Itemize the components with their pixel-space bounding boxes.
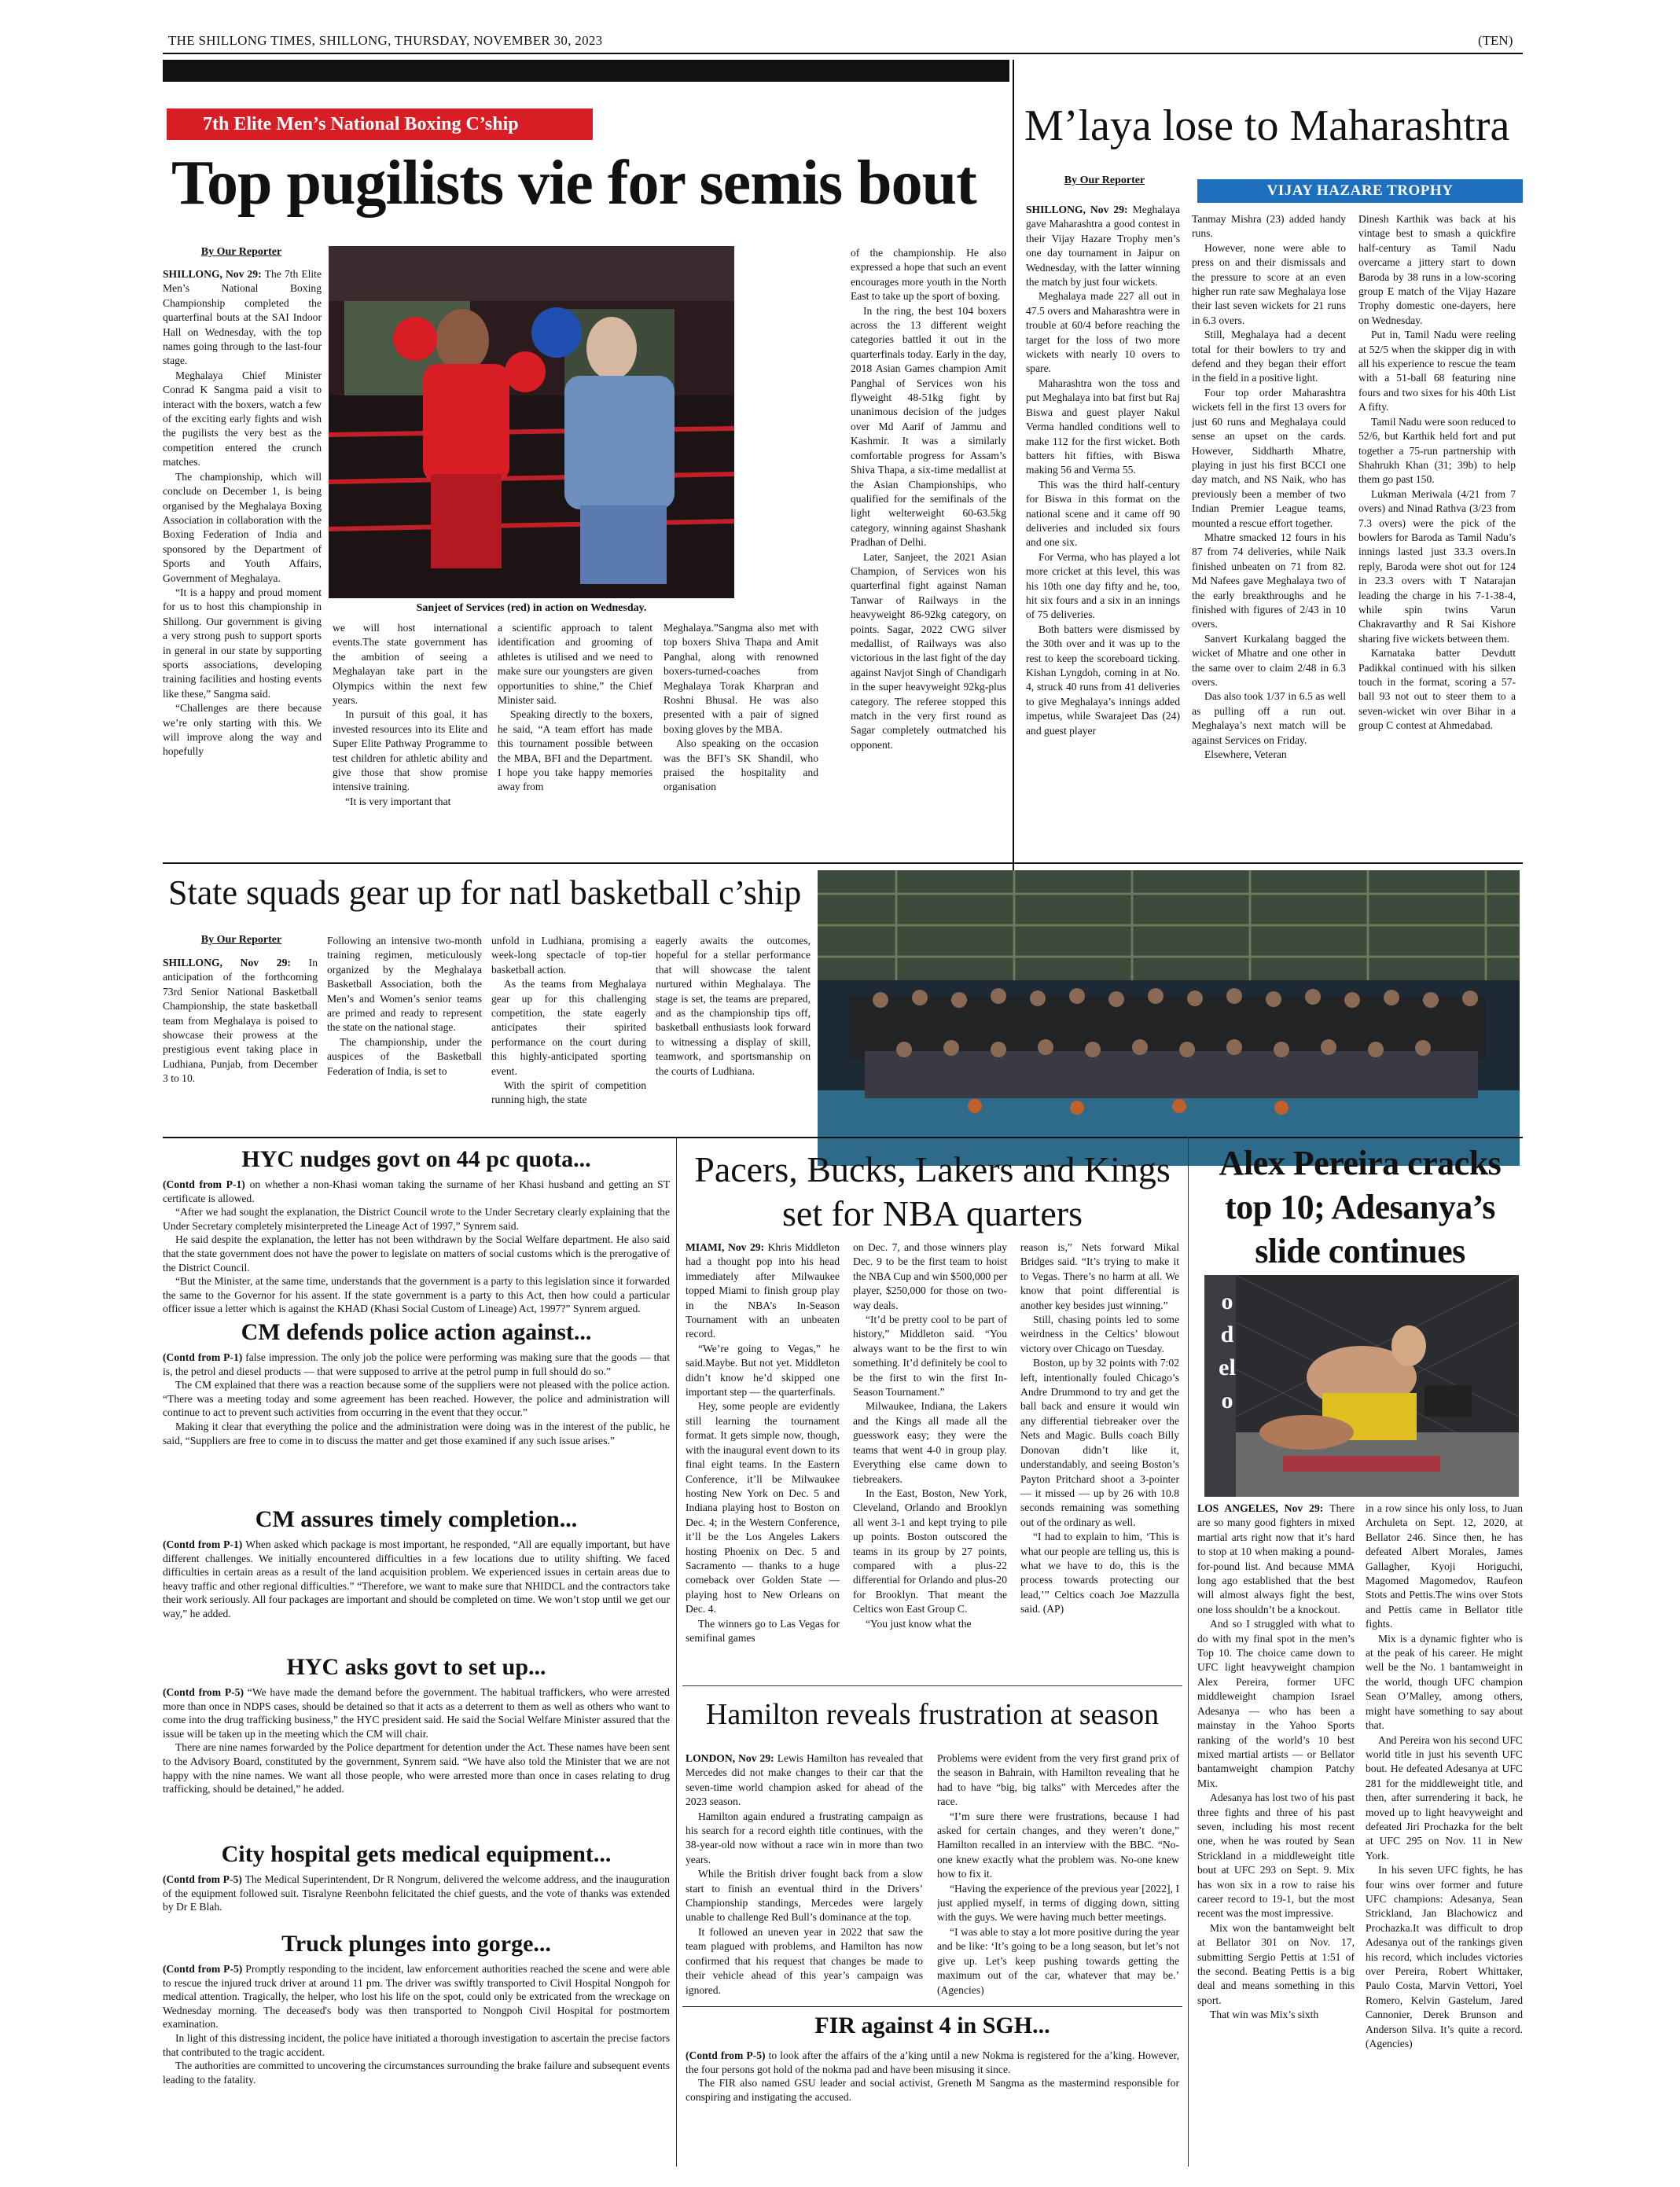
paragraph: In his seven UFC fights, he has four wins over former and future UFC champions: Adesanya, Sean Strickland, Jan Blachowicz and Prochazka.It was difficult to drop Adesanya out of the rankings given his record, which includes victories over Pereira, Robert Whittaker, Paulo Costa, Marvin Vettori, Yoel Romero, Kelvin Gastelum, Jared Cannonier, Derek Brunson and Anderson Silva. It’s quite a record. (Agencies) (1366, 1864, 1523, 2050)
brief-headline-cm-police: CM defends police action against... (241, 1319, 592, 1345)
paragraph: unfold in Ludhiana, promising a week-long spectacle of top-tier basketball action. (491, 935, 646, 976)
paragraph: “It is a happy and proud moment for us to host this championship in Shillong. Our government is giving a very strong push to support sports in general in our state by supporting sports associations, developing training facilities and hosting events like these,” Sangma said. (163, 586, 322, 700)
paragraph (163, 1873, 670, 1914)
paragraph: “It is very important that (345, 795, 451, 807)
paragraph: “You just know what the (866, 1617, 972, 1630)
paragraph-text: In anticipation of the forthcoming 73rd Senior National Basketball Championship, the state basketball team from Meghalaya is poised to showcase their prowess at the prestigious event taking place in Ludhiana, Punjab, from December 3 to 10. (163, 957, 318, 1085)
nba-col1 (686, 1241, 840, 1678)
paragraph: The championship, under the auspices of the Basketball Federation of India, is set to (327, 1035, 482, 1077)
brief-body-hyc-setup (163, 1685, 670, 1840)
dateline: (Contd from P-1) (163, 1351, 246, 1363)
nba-col2 (853, 1241, 1007, 1678)
paragraph: Tamil Nadu were soon reduced to 52/6, but Karthik held fort and put together a 75-run partnership with Shahrukh Khan (31; 39b) to help them go past 150. (1358, 415, 1516, 486)
paragraph (686, 1751, 923, 1810)
basketball-byline: By Our Reporter (200, 934, 282, 946)
boxing-kicker-text: 7th Elite Men’s National Boxing C’ship (203, 114, 519, 134)
masthead-right: (TEN) (1478, 33, 1513, 48)
paragraph: However, none were able to press on and their dismissals and the pressure to score at an even higher run rate saw Meghalaya lose their last seven wickets for 21 runs in 6.3 overs. (1192, 241, 1346, 326)
paragraph: While the British driver fought back from a slow start to finish an eventual third in the Drivers’ Championship standings, Mercedes were largely unable to challenge Red Bull’s dominance at the top. (686, 1868, 923, 1924)
paragraph: Milwaukee, Indiana, the Lakers and the Kings all made all the guesswork easy; they were the teams that went 4-0 in group play. Everything else came down to tiebreakers. (853, 1400, 1007, 1485)
paragraph: Sanvert Kurkalang bagged the wicket of Mhatre and one other in the same over to claim 2/48 in 6.3 overs. (1192, 632, 1346, 688)
paragraph (163, 1351, 670, 1378)
basketball-col4 (656, 934, 811, 1160)
basketball-col2 (327, 934, 482, 1160)
brief-body-hospital (163, 1873, 670, 1928)
paragraph: This was the third half-century for Biswa in this format on the national scene and it came off 90 deliveries and included six fours and one six. (1026, 478, 1180, 549)
paragraph: The CM explained that there was a reaction because some of the suppliers were not pleased with the police action. “There was a meeting today and some agreement has been reached. However, the police and administration will continue to act to prevent such activities from occurring in the event that they occur.” (163, 1379, 670, 1419)
ufc-col2 (1366, 1501, 1523, 2167)
paragraph-text: Khris Middleton had a thought pop into his head immediately after Milwaukee topped Miami to finish group play in the NBA’s In-Season Tournament with an unbeaten record. (686, 1241, 840, 1340)
dateline: MIAMI, Nov 29: (686, 1241, 768, 1253)
paragraph: Das also took 1/37 in 6.5 as well as pulling off a run out. Meghalaya’s next match will be against Services on Friday. (1192, 690, 1346, 746)
basketball-col3 (491, 934, 646, 1160)
paragraph (1197, 1501, 1355, 1617)
paragraph: Dinesh Karthik was back at his vintage best to smash a quickfire half-century as Tamil Nadu overcame a jittery start to down Baroda by 38 runs in a low-scoring group E match of the Vijay Hazare Trophy domestic one-dayers, here on Wednesday. (1358, 213, 1516, 326)
paragraph-text: Promptly responding to the incident, law enforcement authorities reached the scene and were able to rescue the injured truck driver at around 11 pm. The driver was swiftly transported to Civil Hospital Nongpoh for medical attention. Tragically, the helper, who lost his life on the spot, could only be extricated from the wreckage on Wednesday morning. The deceased's body was then transported to Nongpoh Civil Hospital for postmortem examination. (163, 1963, 670, 2031)
paragraph: Maharashtra won the toss and put Meghalaya into bat first but Raj Biswa and guest player Nakul Verma handled conditions well to make 112 for the first wicket. Both batters hit fifties, with Biswa making 56 and Verma 55. (1026, 377, 1180, 476)
boxing-col5 (851, 246, 1006, 852)
cricket-col1 (1026, 203, 1180, 852)
paragraph: That win was Mix’s sixth (1210, 2009, 1319, 2021)
paragraph: Put in, Tamil Nadu were reeling at 52/5 when the skipper dig in with all his experience to rescue the team with a 51-ball 68 featuring nine fours and two sixes for his 40th List A fifty. (1358, 329, 1516, 414)
paragraph: Meghalaya Chief Minister Conrad K Sangma paid a visit to interact with the boxers, watch a few of the exciting early fights and wish the pugilists the very best as the competition entered the crunch matches. (163, 369, 322, 469)
paragraph-text: Lewis Hamilton has revealed that Mercedes did not make changes to their car that the seven-time world champion asked for ahead of the 2023 season. (686, 1752, 923, 1808)
paragraph: And so I struggled with what to do with my final spot in the men’s Top 10. The choice came down to UFC light heavyweight champion Alex Pereira, former UFC middleweight champion Israel Adesanya — who has been a mainstay in the Yahoo Sports ranking of the world’s 10 best mixed martial artists — or Bellator bantamweight champion Patchy Mix. (1197, 1618, 1355, 1789)
paragraph: Elsewhere, Veteran (1204, 748, 1287, 761)
paragraph: Later, Sanjeet, the 2021 Asian Champion, of Services won his quarterfinal fight against Naman Tanwar of Railways in the heavyweight 86-92kg category, on points. Sagar, 2022 CWG silver medallist, of Railways was also victorious in the last fight of the day against Navjot Singh of Chandigarh in the super heavyweight 92kg-plus category. The referee stopped this match in the very first round as Sagar completely outmatched his opponent. (851, 550, 1006, 751)
paragraph-text: on whether a non-Khasi woman taking the surname of her Khasi husband and getting an ST certificate is allowed. (163, 1178, 670, 1204)
boxing-kicker (167, 108, 593, 140)
paragraph-text: false impression. The only job the police were performing was making sure that the goods — that is, the petrol and diesel products — that were supposed to arrive at the petrol pump in full should do so.” (163, 1351, 670, 1377)
masthead-left: THE SHILLONG TIMES, SHILLONG, THURSDAY, NOVEMBER 30, 2023 (168, 33, 603, 48)
ufc-photo (1204, 1275, 1519, 1497)
boxing-photo-image (329, 246, 734, 598)
paragraph: For Verma, who has played a lot more cricket at this level, this was his 10th one day fifty and he, too, hit six fours and a six in an innings of 75 deliveries. (1026, 550, 1180, 621)
dateline: (Contd from P-5) (686, 2049, 769, 2061)
paragraph (686, 2049, 1179, 2076)
paragraph: And Pereira won his second UFC world title in just his seventh UFC bout. He defeated Adesanya at UFC 281 for the middleweight title, and then, after surrendering it back, he moved up to light heavyweight and defeated Jiri Prochazka for the belt at UFC 295 on Nov. 11 in New York. (1366, 1733, 1523, 1862)
paragraph: Boston, up by 32 points with 7:02 left, intentionally fouled Chicago’s Andre Drummond to try and get the ball back and ensure it would win any differential tiebreaker over the Nets and Magic. Bulls coach Billy Donovan didn’t like it, understandably, and seeing Boston’s Payton Pritchard shoot a 3-pointer — it missed — up by 26 with 10.8 seconds remaining was something out of the ordinary as well. (1020, 1357, 1179, 1528)
dateline: SHILLONG, Nov 29: (163, 268, 265, 280)
paragraph: Lukman Meriwala (4/21 from 7 overs) and Ninad Rathva (3/23 from 7.3 overs) were the pick of the bowlers for Baroda as Tamil Nadu’s innings lasted just 33.3 overs.In reply, Baroda were shot out for 124 in 23.3 overs with T Natarajan leading the charge in his 7-1-38-4, while spin twins Varun Chakravarthy and R Sai Kishore sharing five wickets between them. (1358, 487, 1516, 645)
paragraph (163, 1178, 670, 1205)
paragraph: of the championship. He also expressed a hope that such an event encourages more youth in the North East to take up the sport of boxing. (851, 247, 1006, 303)
boxing-photo (329, 246, 734, 598)
paragraph (163, 267, 322, 369)
boxing-caption: Sanjeet of Services (red) in action on Wednesday. (416, 602, 647, 614)
dateline: SHILLONG, Nov 29: (163, 957, 309, 969)
divider-lower-left (676, 1137, 677, 2167)
brief-headline-hyc-quota: HYC nudges govt on 44 pc quota... (241, 1146, 591, 1172)
nba-headline: Pacers, Bucks, Lakers and Kings set for NBA quarters (694, 1149, 1171, 1233)
paragraph: “We’re going to Vegas,” he said.Maybe. But not yet. Middleton didn’t know he’d skipped one important step — the quarterfinals. (686, 1342, 840, 1399)
paragraph: Karnataka batter Devdutt Padikkal continued with his silken touch in the format, scoring a 57-ball 93 not out to steer them to a seven-wicket win over Bihar in a group C contest at Ahmedabad. (1358, 647, 1516, 732)
paragraph: Adesanya has lost two of his past three fights and three of his past seven, including his most recent one, when he was routed by Sean Strickland in a middleweight title bout at UFC 293 on Sept. 9. Mix has won six in a row to raise his career record to 19-1, but the most recent was the most impressive. (1197, 1792, 1355, 1920)
paragraph: “I had to explain to him, ‘This is what our people are telling us, this is what we have to do, this is the process towards protecting our lead,’” Celtics coach Joe Mazzulla said. (AP) (1020, 1531, 1179, 1615)
basketball-col1 (163, 956, 318, 1160)
paragraph: eagerly awaits the outcomes, hopeful for a stellar performance that will showcase the talent nurtured within Meghalaya. The stage is set, the teams are prepared, and as the championship tips off, basketball enthusiasts look forward to witnessing a display of skill, teamwork, and sportsmanship on the courts of Ludhiana. (656, 935, 811, 1077)
boxing-col1 (163, 267, 322, 852)
ufc-banner-text: odelo (1219, 1288, 1236, 1413)
paragraph (163, 1538, 670, 1621)
paragraph: In the ring, the best 104 boxers across the 13 different weight categories battled it out in the quarterfinals today. Early in the day, 2018 Asian Games champion Amit Panghal of Services won his flyweight 48-51kg fight by unanimous decision of the judges over Md Aarif of Jammu and Kashmir. It was a similarly comfortable progress for Assam’s Shiva Thapa, a six-time medallist at the Asian Championships, who qualified for the semifinals of the light welterweight 60-63.5kg category, winning against Shashank Pradhan of Delhi. (851, 304, 1006, 549)
paragraph (163, 1962, 670, 2031)
divider-top-center (1013, 60, 1014, 888)
paragraph: Both batters were dismissed by the 30th over and it was up to the rest to keep the scoreboard ticking. Kishan Lyngdoh, coming in at No. 4, struck 40 runs from 41 deliveries to give Meghalaya’s innings added impetus, while Swarajeet Das (24) and guest player (1026, 623, 1180, 737)
ufc-photo-image (1204, 1275, 1519, 1497)
brief-headline-hospital: City hospital gets medical equipment... (221, 1841, 612, 1867)
rule-above-basketball (163, 862, 1523, 864)
boxing-col2 (333, 621, 487, 852)
boxing-byline: By Our Reporter (200, 246, 282, 258)
fir-headline: FIR against 4 in SGH... (814, 2012, 1050, 2038)
paragraph: In light of this distressing incident, the police have initiated a thorough investigation to ascertain the precise factors that contributed to the tragic accident. (163, 2031, 670, 2058)
paragraph: The championship, which will conclude on December 1, is being organised by the Meghalaya Boxing Association in collaboration with the Boxing Federation of India and sponsored by the Department of Sports and Youth Affairs, Government of Meghalaya. (163, 470, 322, 584)
ufc-photo-banner (1215, 1285, 1239, 1474)
divider-lower-right (1188, 1137, 1189, 2167)
paragraph: Meghalaya.”Sangma also met with top boxers Shiva Thapa and Amit Panghal, along with renowned boxers-turned-coaches from Meghalaya Torak Kharpran and Roshni Bhusal. He was also presented with a pair of signed boxing gloves by the MBA. (664, 622, 818, 735)
dateline: LOS ANGELES, Nov 29: (1197, 1502, 1330, 1514)
paragraph: Speaking directly to the boxers, he said, “A team effort has made this tournament possible between the MBA, BFI and the Department. I hope you take happy memories away from (498, 708, 653, 793)
ufc-col1 (1197, 1501, 1355, 2167)
cricket-tag (1197, 179, 1523, 203)
dateline: (Contd from P-5) (163, 1873, 245, 1885)
paragraph (686, 1241, 840, 1342)
paragraph: Hey, some people are evidently still learning the tournament format. It gets simple now, though, with the inaugural event down to its final eight teams. In the Eastern Conference, it’ll be Milwaukee hosting New York on Dec. 5 and Indiana playing host to Boston on Dec. 4; in the Western Conference, it’ll be the Los Angeles Lakers hosting Phoenix on Dec. 5 and Sacramento — thanks to a huge comeback over Golden State — playing host to New Orleans on Dec. 4. (686, 1400, 840, 1615)
boxing-col4 (664, 621, 818, 852)
fir-body (686, 2049, 1179, 2167)
hamilton-col1 (686, 1751, 923, 2003)
paragraph: “But the Minister, at the same time, understands that the government is a party to this legislation since it forwarded the same to the Governor for his assent. If the state government is a party to this Act, then how could a particular officer issue a letter which is against the KHAD (Khasi Social Custom of Lineage) Act, 1997?” Synrem argued. (163, 1275, 670, 1315)
paragraph: Hamilton again endured a frustrating campaign as his search for a record eighth title continues, with the 38-year-old now without a race win in more than two years. (686, 1810, 923, 1865)
brief-body-cm-police (163, 1351, 670, 1503)
paragraph: “After we had sought the explanation, the District Council wrote to the Under Secretary clearly explaining that the Under Secretary completely misinterpreted the Lineage Act of 1997,” Synrem said. (163, 1206, 670, 1232)
cricket-col2 (1192, 212, 1346, 852)
paragraph: Still, Meghalaya had a decent total for their bowlers to try and defend and they began their effort in the field in a positive light. (1192, 329, 1346, 384)
dateline: SHILLONG, Nov 29: (1026, 204, 1133, 215)
dateline: (Contd from P-1) (163, 1538, 246, 1550)
paragraph: “It’d be pretty cool to be part of history,” Middleton said. “You always want to be the first to win something. It’d definitely be cool to be the first to win the first In-Season Tournament.” (853, 1314, 1007, 1399)
paragraph: The winners go to Las Vegas for semifinal games (686, 1617, 840, 1644)
cricket-byline: By Our Reporter (1064, 175, 1145, 186)
paragraph: Four top order Maharashtra wickets fell in the first 13 overs for just 60 runs and Meghalaya could sense an upset on the cards. However, Siddharth Mhatre, playing in just his first BCCI one day match, and NS Naik, who has previously been a member of two Indian Premier League teams, mounted a rescue effort together. (1192, 386, 1346, 529)
paragraph-text: “We have made the demand before the government. The habitual traffickers, who were arrested more than once in NDPS cases, should be detained so that it acts as a deterrent to them as well as others who want to come into the drug trafficking business,” the HYC president said. He said the Social Welfare Minister assured that the issue will be taken up in the meeting which the CM will chair. (163, 1686, 670, 1740)
hamilton-headline: Hamilton reveals frustration at season (705, 1698, 1160, 1731)
paragraph: Tanmay Mishra (23) added handy runs. (1192, 213, 1346, 240)
boxing-col3 (498, 621, 653, 852)
basketball-photo-image (818, 870, 1520, 1166)
basketball-photo (818, 870, 1520, 1166)
paragraph: There are nine names forwarded by the Police department for detention under the Act. These names have been sent to the Advisory Board, constituted by the government, Synrem said. “We have also told the Minister that we are not happy with the nine names. We want all those people, who were arrested more than once in cases relating to drug trafficking, should be detained,” he added. (163, 1741, 670, 1796)
briefs-column (163, 1138, 670, 2168)
paragraph: In pursuit of this goal, it has invested resources into its Elite and Super Elite Pathway Programme to test children for athletic ability and give those that show promise intensive training. (333, 708, 487, 793)
dateline: (Contd from P-5) (163, 1963, 246, 1975)
hamilton-col2 (937, 1751, 1179, 2003)
paragraph (163, 956, 318, 1086)
paragraph-text: There are so many good fighters in mixed martial arts right now that it’s hard to stop at 10 when making a pound-for-pound list. And because MMA long ago established that the best will almost always fight the best, one loss shouldn’t be a knockout. (1197, 1502, 1355, 1615)
paragraph: “I was able to stay a lot more positive during the year and be like: ‘It’s going to be a long season, but let’s not give up. Let’s keep pushing towards getting the maximum out of the car, whatever that may be.’ (Agencies) (937, 1925, 1179, 1996)
paragraph: Still, chasing points led to some weirdness in the Celtics’ blowout victory over Chicago on Tuesday. (1020, 1314, 1179, 1354)
nba-col3 (1020, 1241, 1179, 1678)
rule-above-hamilton (682, 1685, 1182, 1686)
rule-above-fir (682, 2006, 1182, 2007)
paragraph: Problems were evident from the very first grand prix of the season in Bahrain, with Hamilton revealing that he had to have “big, big talks” with Mercedes after the race. (937, 1752, 1179, 1808)
paragraph: The authorities are committed to uncovering the circumstances surrounding the brake failure and subsequent events leading to the fatality. (163, 2060, 670, 2086)
paragraph-text: The Medical Superintendent, Dr R Nongrum, delivered the welcome address, and the inauguration of the equipment followed suit. Tisralyne Reenbohn felicitated the chief guests, and the vote of thanks was extended by Dr E Blah. (163, 1873, 670, 1913)
paragraph: a scientific approach to talent identification and grooming of athletes is utilised and we need to make sure our youngsters are given opportunities to shine,” the Chief Minister said. (498, 622, 653, 707)
brief-body-hyc-quota (163, 1178, 670, 1319)
paragraph: Meghalaya made 227 all out in 47.5 overs and Maharashtra were in trouble at 60/4 before reaching the target for the loss of two more wickets with nearly 10 overs to spare. (1026, 290, 1180, 375)
paragraph: “Challenges are there because we’re only starting with this. We will improve along the way and hopefully (163, 702, 322, 758)
dateline: LONDON, Nov 29: (686, 1752, 778, 1764)
paragraph: Mix is a dynamic fighter who is at the peak of his career. He might well be the No. 1 bantamweight in the world, though UFC champion Sean O’Malley, among others, might have something to say about that. (1366, 1632, 1523, 1732)
paragraph-text: Meghalaya gave Maharashtra a good contest in their Vijay Hazare Trophy men’s one day tournament in Jaipur on Wednesday, with the latter winning the match by just four wickets. (1026, 204, 1180, 289)
paragraph: Mhatre smacked 12 fours in his 87 from 74 deliveries, while Naik finished unbeaten on 71 from 82. Md Nafees gave Meghalaya two of the early breakthroughs and he finished with figures of 2/43 in 10 overs. (1192, 531, 1346, 630)
paragraph-text: to look after the affairs of the a’king until a new Nokma is registered for the a’king. However, the four persons got hold of the nokma pad and have been misusing it since. (686, 2049, 1179, 2075)
dateline: (Contd from P-5) (163, 1686, 248, 1698)
brief-body-truck (163, 1962, 670, 2165)
ufc-headline: Alex Pereira cracks top 10; Adesanya’s slide continues (1219, 1144, 1502, 1270)
masthead-rule (163, 53, 1523, 54)
paragraph-text: When asked which package is most important, he responded, “All are equally important, but have different challenges. We initially encountered difficulties in a few locations due to utility shifting. We faced difficulties in certain areas as a result of the land acquisition problem. We experienced issues in certain areas due to heavy traffic and other regional difficulties.” “Therefore, we want to make sure that NHIDCL and the contractors take their work seriously. All four packages are important and should be completed on time. We won’t stop until we get our way,” he added. (163, 1538, 670, 1619)
cricket-headline: M’laya lose to Maharashtra (1024, 101, 1510, 150)
cricket-tag-text: VIJAY HAZARE TROPHY (1266, 182, 1454, 199)
paragraph: In the East, Boston, New York, Cleveland, Orlando and Brooklyn all went 3-1 and kept trying to pile up points. Boston outscored the teams in its group by 27 points, compared with a plus-22 differential for Orlando and plus-20 for Brooklyn. That meant the Celtics won East Group C. (853, 1487, 1007, 1615)
paragraph (163, 1685, 670, 1740)
top-bar (163, 60, 1009, 82)
paragraph: Making it clear that everything the police and the administration were doing was in the interest of the public, he said, “Suppliers are free to come in to discuss the matter and get those examined if any such issue arises.” (163, 1420, 670, 1446)
paragraph: “I’m sure there were frustrations, because I had asked for certain changes, and they weren’t done,” Hamilton recalled in an interview with the BBC. “No-one knew exactly what the problem was. No-one knew how to fix it. (937, 1810, 1179, 1880)
paragraph: Also speaking on the occasion was the BFI’s SK Shandil, who praised the hospitality and organisation (664, 737, 818, 793)
paragraph: we will host international events.The state government has the ambition of seeing a Meghalayan take part in the Olympics within the next few years. (333, 622, 487, 707)
basketball-headline: State squads gear up for natl basketball c’ship (168, 873, 802, 912)
brief-headline-truck: Truck plunges into gorge... (281, 1931, 551, 1957)
dateline: (Contd from P-1) (163, 1178, 250, 1190)
paragraph: “Having the experience of the previous year [2022], I just applied myself, in terms of digging down, sitting with the guys. We were having much better meetings. (937, 1882, 1179, 1924)
paragraph: The FIR also named GSU leader and social activist, Greneth M Sangma as the mastermind responsible for conspiring and instigating the accused. (686, 2077, 1179, 2103)
cricket-col3 (1358, 212, 1516, 852)
boxing-headline: Top pugilists vie for semis bout (171, 149, 976, 218)
paragraph-text: The 7th Elite Men’s National Boxing Championship completed the quarterfinal bouts at the SAI Indoor Hall on Wednesday, with the top names going through to the last-four stage. (163, 268, 322, 367)
paragraph: He said despite the explanation, the letter has not been withdrawn by the Social Welfare department. He also said that the state government does not have the power to legislate on matters of social customs which is the prerogative of the District Council. (163, 1233, 670, 1274)
paragraph: on Dec. 7, and those winners play Dec. 9 to be the first team to hoist the NBA Cup and win $500,000 per player, $250,000 for those on two-way deals. (853, 1241, 1007, 1311)
brief-headline-hyc-setup: HYC asks govt to set up... (286, 1654, 546, 1680)
paragraph: It followed an uneven year in 2022 that saw the team plagued with problems, and Hamilton has now confirmed that his request that changes be made to their vehicle ahead of this year’s campaign was ignored. (686, 1925, 923, 1996)
brief-body-cm-completion (163, 1538, 670, 1649)
paragraph: Following an intensive two-month training regimen, meticulously organized by the Meghalaya Basketball Association, both the Men’s and Women’s senior teams are primed and ready to represent the state on the national stage. (327, 935, 482, 1034)
paragraph: Mix won the bantamweight belt at Bellator 301 on Nov. 17, submitting Sergio Pettis at 1:51 of the second. Beating Pettis is a big deal and means something in this sport. (1197, 1921, 1355, 2006)
paragraph: in a row since his only loss, to Juan Archuleta on Sept. 12, 2020, at Bellator 246. Since then, he has defeated Albert Morales, James Gallagher, Kyoji Horiguchi, Magomed Magomedov, Raufeon Stots and Pettis.The wins over Stots and Pettis came in Bellator title fights. (1366, 1502, 1523, 1630)
paragraph: With the spirit of competition running high, the state (491, 1079, 646, 1106)
brief-headline-cm-completion: CM assures timely completion... (255, 1506, 578, 1532)
paragraph: reason is,” Nets forward Mikal Bridges said. “It’s trying to make it to Vegas. There’s no harm at all. We know that point differential is another key besides just winning.” (1020, 1241, 1179, 1311)
paragraph (1026, 203, 1180, 289)
paragraph: As the teams from Meghalaya gear up for this challenging competition, the state eagerly anticipates their spirited performance on the court during this highly-anticipated sporting event. (491, 978, 646, 1077)
